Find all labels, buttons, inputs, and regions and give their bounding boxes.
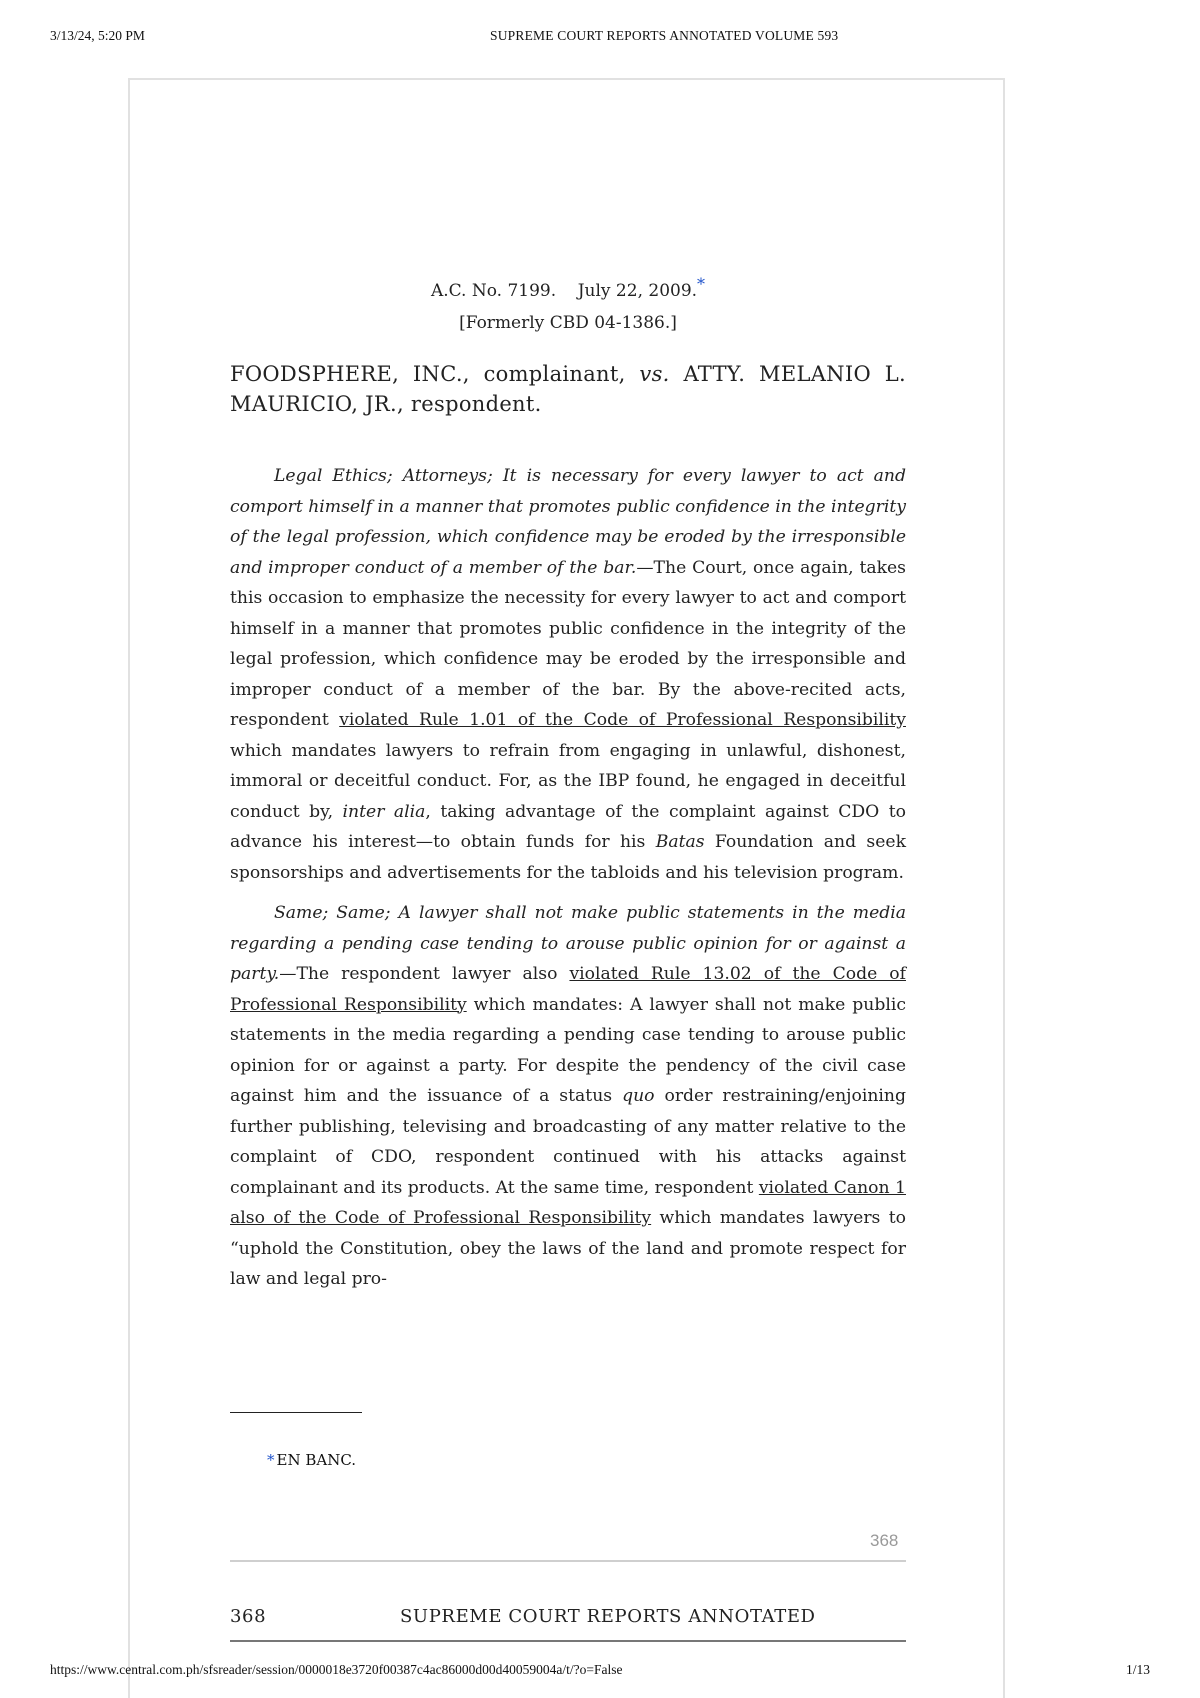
print-header xyxy=(50,28,1150,48)
case-number-date: A.C. No. 7199. July 22, 2009. xyxy=(430,281,698,301)
print-title: SUPREME COURT REPORTS ANNOTATED VOLUME 593 xyxy=(490,28,839,43)
syllabus-paragraph-1 xyxy=(230,461,906,888)
footnote-divider xyxy=(230,1412,362,1413)
syllabus-text: , taking advantage of the complaint against CDO to advance his interest—to obtain funds for his xyxy=(230,801,907,852)
rule-1-01-link[interactable]: violated Rule 1.01 of the Code of Professional Responsibility xyxy=(339,710,906,730)
running-head xyxy=(230,1606,906,1636)
footnote-marker[interactable]: * xyxy=(267,1451,275,1469)
rule-13-02-link[interactable]: violated Rule 13.02 of the Code of Professional Responsibility xyxy=(230,964,906,1015)
running-head-title: SUPREME COURT REPORTS ANNOTATED xyxy=(400,1606,816,1627)
print-page-count: 1/13 xyxy=(1125,1662,1150,1677)
respondent: ATTY. MELANIO L. MAURICIO, JR., respondent. xyxy=(230,362,907,416)
syllabus-text: Foundation and seek sponsorships and advertisements for the tabloids and his television program. xyxy=(230,832,906,883)
footnote-ref-link[interactable]: * xyxy=(697,274,706,294)
running-head-number: 368 xyxy=(230,1606,267,1627)
syllabus-paragraph-2 xyxy=(230,898,906,1295)
syllabus-text: —The respondent lawyer also xyxy=(279,964,570,984)
syllabus xyxy=(230,461,906,1295)
canon-1-link[interactable]: violated Canon 1 also of the Code of Professional Responsibility xyxy=(230,1177,906,1228)
syllabus-text: which mandates: A lawyer shall not make public statements in the media regarding a pending case tending to arouse public opinion for or against a party. For despite the pendency of the civil case against him and the issuance of a status xyxy=(230,994,906,1106)
case-number-line xyxy=(230,275,906,307)
print-footer xyxy=(50,1662,1150,1682)
syllabus-text: order restraining/enjoining further publishing, televising and broadcasting of any matter relative to the complaint of CDO, respondent continued with his attacks against complainant and its products. At the same time, respondent xyxy=(230,1086,906,1198)
syllabus-italic: quo xyxy=(622,1086,655,1106)
complainant: FOODSPHERE, INC., complainant, xyxy=(230,362,626,386)
page-separator xyxy=(230,1560,906,1562)
versus: vs. xyxy=(639,362,670,386)
print-timestamp: 3/13/24, 5:20 PM xyxy=(50,28,145,43)
print-url: https://www.central.com.ph/sfsreader/session/0000018e3720f00387c4ac86000d00d40059004a/t/?o=False xyxy=(50,1662,623,1677)
footnote xyxy=(267,1451,356,1469)
syllabus-italic: Batas xyxy=(655,832,705,852)
running-head-rule xyxy=(230,1640,906,1642)
syllabus-heading-1: Legal Ethics; Attorneys; It is necessary for every lawyer to act and comport himself in a manner that promotes public confidence in the integrity of the legal profession, which confidence may be eroded by the irresponsible and improper conduct of a member of the bar. xyxy=(230,466,906,578)
footnote-text: EN BANC. xyxy=(276,1451,357,1469)
document-content xyxy=(230,275,906,1305)
page-number: 368 xyxy=(870,1531,899,1550)
case-parties xyxy=(230,359,906,419)
syllabus-italic: inter alia xyxy=(342,801,426,822)
syllabus-text: —The Court, once again, takes this occasion to emphasize the necessity for every lawyer to act and comport himself in a manner that promotes public confidence in the integrity of the legal profession, which confidence may be eroded by the irresponsible and improper conduct of a member of the bar. By the above-recited acts, respondent xyxy=(230,557,906,730)
syllabus-heading-2: Same; Same; A lawyer shall not make public statements in the media regarding a pending case tending to arouse public opinion for or against a party. xyxy=(230,903,906,984)
syllabus-text: which mandates lawyers to “uphold the Constitution, obey the laws of the land and promote respect for law and legal pro- xyxy=(230,1208,907,1289)
case-formerly: [Formerly CBD 04-1386.] xyxy=(459,313,677,333)
syllabus-text: which mandates lawyers to refrain from engaging in unlawful, dishonest, immoral or deceitful conduct. For, as the IBP found, he engaged in deceitful conduct by, xyxy=(230,740,906,822)
